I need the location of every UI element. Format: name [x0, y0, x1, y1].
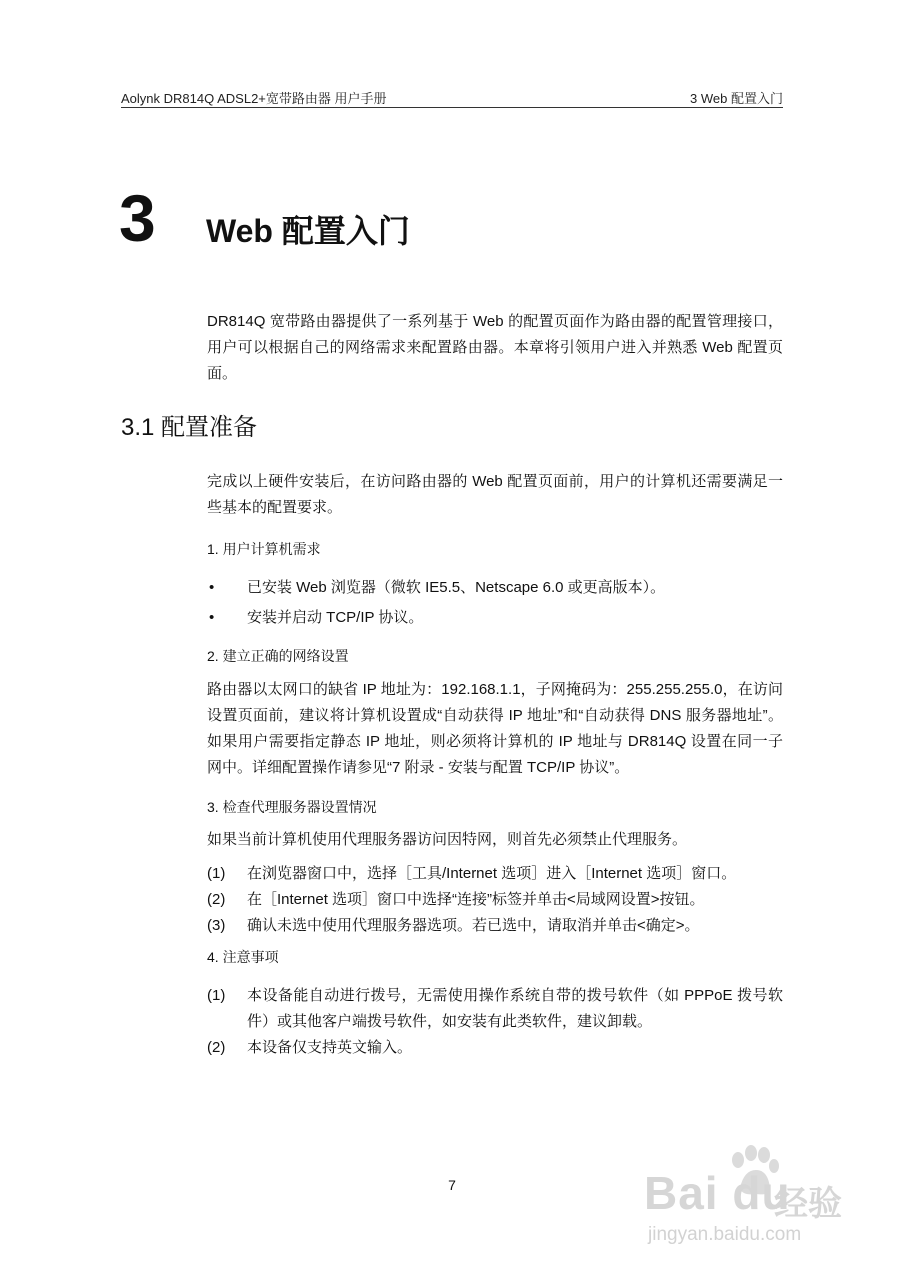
section-intro-paragraph: 完成以上硬件安装后，在访问路由器的 Web 配置页面前，用户的计算机还需要满足一些基本的配置要求。 — [207, 473, 783, 516]
bullet-icon: • — [209, 579, 215, 596]
step-text: 确认未选中使用代理服务器选项。若已选中，请取消并单击<确定>。 — [247, 917, 700, 934]
list-item-text: 已安装 Web 浏览器（微软 IE5.5、Netscape 6.0 或更高版本）。 — [247, 579, 666, 596]
subheading-proxy-check: 3. 检查代理服务器设置情况 — [207, 799, 377, 815]
note-text: 本设备仅支持英文输入。 — [247, 1039, 413, 1056]
bullet-icon: • — [209, 609, 215, 626]
network-settings-paragraph: 路由器以太网口的缺省 IP 地址为：192.168.1.1，子网掩码为：255.255.255.0，在访问设置页面前，建议将计算机设置成“自动获得 IP 地址”和“自动获得 DNS 服务器地址”。如果用户需要指定静态 IP 地址，则必须将计算机的 IP 地址与 DR814Q 设置在同一子网中。详细配置操作请参见“7 附录 - 安装与配置 TCP/IP 协议”。 — [207, 681, 783, 776]
watermark-brand: Bai du — [644, 1167, 791, 1219]
step-number: (1) — [207, 865, 226, 882]
list-item — [207, 1035, 783, 1061]
watermark-cn: 经验 — [774, 1185, 842, 1223]
header-right-title: 3 Web 配置入门 — [690, 91, 783, 106]
subheading-network-settings: 2. 建立正确的网络设置 — [207, 648, 349, 664]
step-number: (3) — [207, 917, 226, 934]
section-title: 3.1 配置准备 — [121, 414, 258, 441]
step-text: 在浏览器窗口中，选择［工具/Internet 选项］进入［Internet 选项］窗口。 — [247, 865, 737, 882]
list-item — [207, 913, 783, 939]
list-item — [207, 983, 783, 1035]
note-text: 本设备能自动进行拨号，无需使用操作系统自带的拨号软件（如 PPPoE 拨号软件）或其他客户端拨号软件，如安装有此类软件，建议卸载。 — [247, 987, 783, 1030]
note-number: (1) — [207, 987, 226, 1004]
chapter-number: 3 — [119, 181, 156, 255]
step-number: (2) — [207, 891, 226, 908]
list-item — [207, 861, 783, 887]
step-text: 在［Internet 选项］窗口中选择“连接”标签并单击<局域网设置>按钮。 — [247, 891, 705, 908]
proxy-steps-list — [207, 861, 783, 939]
baidu-jingyan-watermark — [634, 1140, 874, 1260]
subheading-computer-requirements: 1. 用户计算机需求 — [207, 541, 321, 557]
chapter-intro-paragraph: DR814Q 宽带路由器提供了一系列基于 Web 的配置页面作为路由器的配置管理接口，用户可以根据自己的网络需求来配置路由器。本章将引领用户进入并熟悉 Web 配置页面。 — [207, 313, 783, 382]
watermark-url: jingyan.baidu.com — [648, 1224, 802, 1245]
proxy-paragraph: 如果当前计算机使用代理服务器访问因特网，则首先必须禁止代理服务。 — [207, 831, 688, 848]
list-item — [207, 603, 783, 633]
list-item — [207, 887, 783, 913]
chapter-title: Web 配置入门 — [206, 213, 410, 249]
header-divider — [121, 107, 783, 108]
list-item — [207, 573, 783, 603]
page-number: 7 — [448, 1177, 456, 1193]
header-left-title: Aolynk DR814Q ADSL2+宽带路由器 用户手册 — [121, 91, 387, 106]
notes-list — [207, 983, 783, 1061]
list-item-text: 安装并启动 TCP/IP 协议。 — [247, 609, 424, 626]
note-number: (2) — [207, 1039, 226, 1056]
requirements-list — [207, 573, 783, 633]
subheading-notes: 4. 注意事项 — [207, 949, 279, 965]
